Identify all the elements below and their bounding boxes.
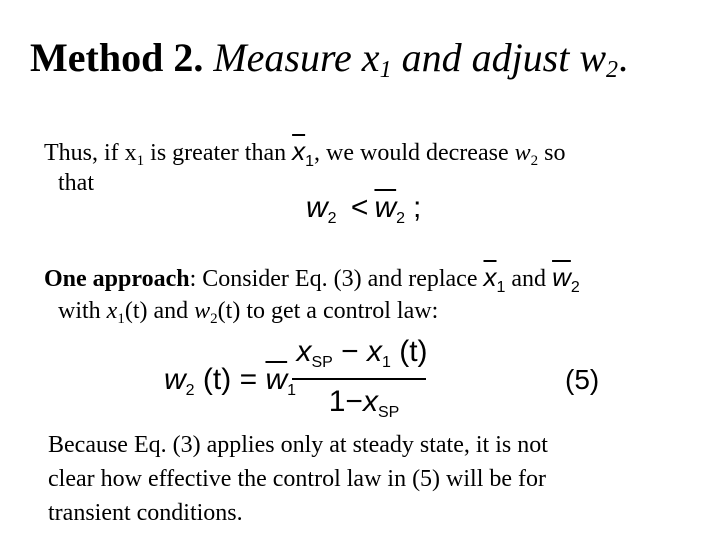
paragraph-1-line-1 xyxy=(44,136,565,168)
p2-text-a: : Consider Eq. (3) and replace xyxy=(189,266,478,292)
p1-w: w xyxy=(514,140,531,166)
p2-xbar-x: $\overline{x}$ xyxy=(483,262,497,292)
paragraph-2-line-2 xyxy=(58,296,438,326)
ineq-op: < xyxy=(350,191,369,224)
eq5-label: (5) xyxy=(565,364,600,395)
eq5-num-sp: SP xyxy=(311,354,333,371)
p1-text-c: , we would decrease xyxy=(314,140,515,166)
p2-xbar-sub: 1 xyxy=(496,279,506,296)
eq5-denominator xyxy=(304,384,424,420)
p2-and: and xyxy=(511,266,547,292)
p3-line-3: transient conditions. xyxy=(48,500,243,526)
eq5-num-x: x xyxy=(296,335,312,368)
eq5-num-t: (t) xyxy=(399,335,428,368)
eq5-num-x1: x xyxy=(366,335,382,368)
title-bold: Method 2. xyxy=(30,35,204,80)
inequality-equation xyxy=(306,190,421,226)
ineq-wbar: $\overline{w}$ xyxy=(374,191,397,224)
eq5-den-one: 1− xyxy=(328,385,363,418)
p2-t1: (t) xyxy=(124,298,148,324)
title-end: . xyxy=(618,35,629,80)
eq5-lhs-w: w xyxy=(164,363,186,396)
paragraph-1-line-2: that xyxy=(58,170,94,196)
p3-line-1: Because Eq. (3) applies only at steady state, it is not xyxy=(48,432,548,458)
p2-w-sub: 2 xyxy=(210,311,218,327)
eq5-num-sub1: 1 xyxy=(381,354,391,371)
slide-title xyxy=(30,34,628,82)
p2-wbar-sub: 2 xyxy=(570,279,580,296)
p2-l2b: and xyxy=(147,298,195,324)
p3-line-2: clear how effective the control law in (5) will be for xyxy=(48,466,547,492)
p1-xbar-sub: 1 xyxy=(305,153,315,170)
p2-wbar-w: $\overline{w}$ xyxy=(552,262,571,292)
ineq-w-sub: 2 xyxy=(327,210,337,227)
eq5-num-minus: − xyxy=(332,335,367,368)
eq5-eq: = xyxy=(239,363,258,396)
title-italic-b: and adjust w xyxy=(391,35,607,80)
title-sub-1: 1 xyxy=(379,57,392,83)
eq5-den-sp: SP xyxy=(377,404,400,421)
p2-l2c: to get a control law: xyxy=(240,298,439,324)
p2-w: w xyxy=(194,298,211,324)
p2-wbar xyxy=(552,262,580,296)
p2-l2a: with xyxy=(58,298,107,324)
p1-text-a: Thus, if x xyxy=(44,140,137,166)
p2-xbar xyxy=(483,262,506,296)
eq5-lhs xyxy=(164,362,296,398)
eq5-wbar-sub: 1 xyxy=(287,382,297,399)
p1-xbar xyxy=(292,136,315,170)
p2-bold: One approach xyxy=(44,266,190,292)
p2-x-sub: 1 xyxy=(117,311,125,327)
ineq-end: ; xyxy=(413,191,422,224)
eq5-fraction-bar xyxy=(292,378,426,380)
title-italic-a: Measure x xyxy=(213,35,380,80)
eq5-lhs-t: (t) xyxy=(202,363,232,396)
p1-text-d: so xyxy=(538,140,566,166)
ineq-w: w xyxy=(306,191,328,224)
paragraph-2-line-1 xyxy=(44,262,580,294)
eq5-lhs-sub: 2 xyxy=(185,382,195,399)
p1-xbar-x: $\overline{x}$ xyxy=(292,136,306,166)
p2-t2: (t) xyxy=(217,298,241,324)
p2-x: x xyxy=(106,298,118,324)
paragraph-3 xyxy=(48,428,548,530)
title-sub-2: 2 xyxy=(606,57,619,83)
p1-text-b: is greater than xyxy=(144,140,287,166)
eq5-den-x: x xyxy=(362,385,378,418)
ineq-wbar-sub: 2 xyxy=(396,210,406,227)
p1-w-sub: 2 xyxy=(530,153,539,169)
eq5-numerator xyxy=(292,334,432,370)
eq5-wbar: $\overline{w}$ xyxy=(265,363,288,396)
p1-sub-1: 1 xyxy=(136,153,145,169)
